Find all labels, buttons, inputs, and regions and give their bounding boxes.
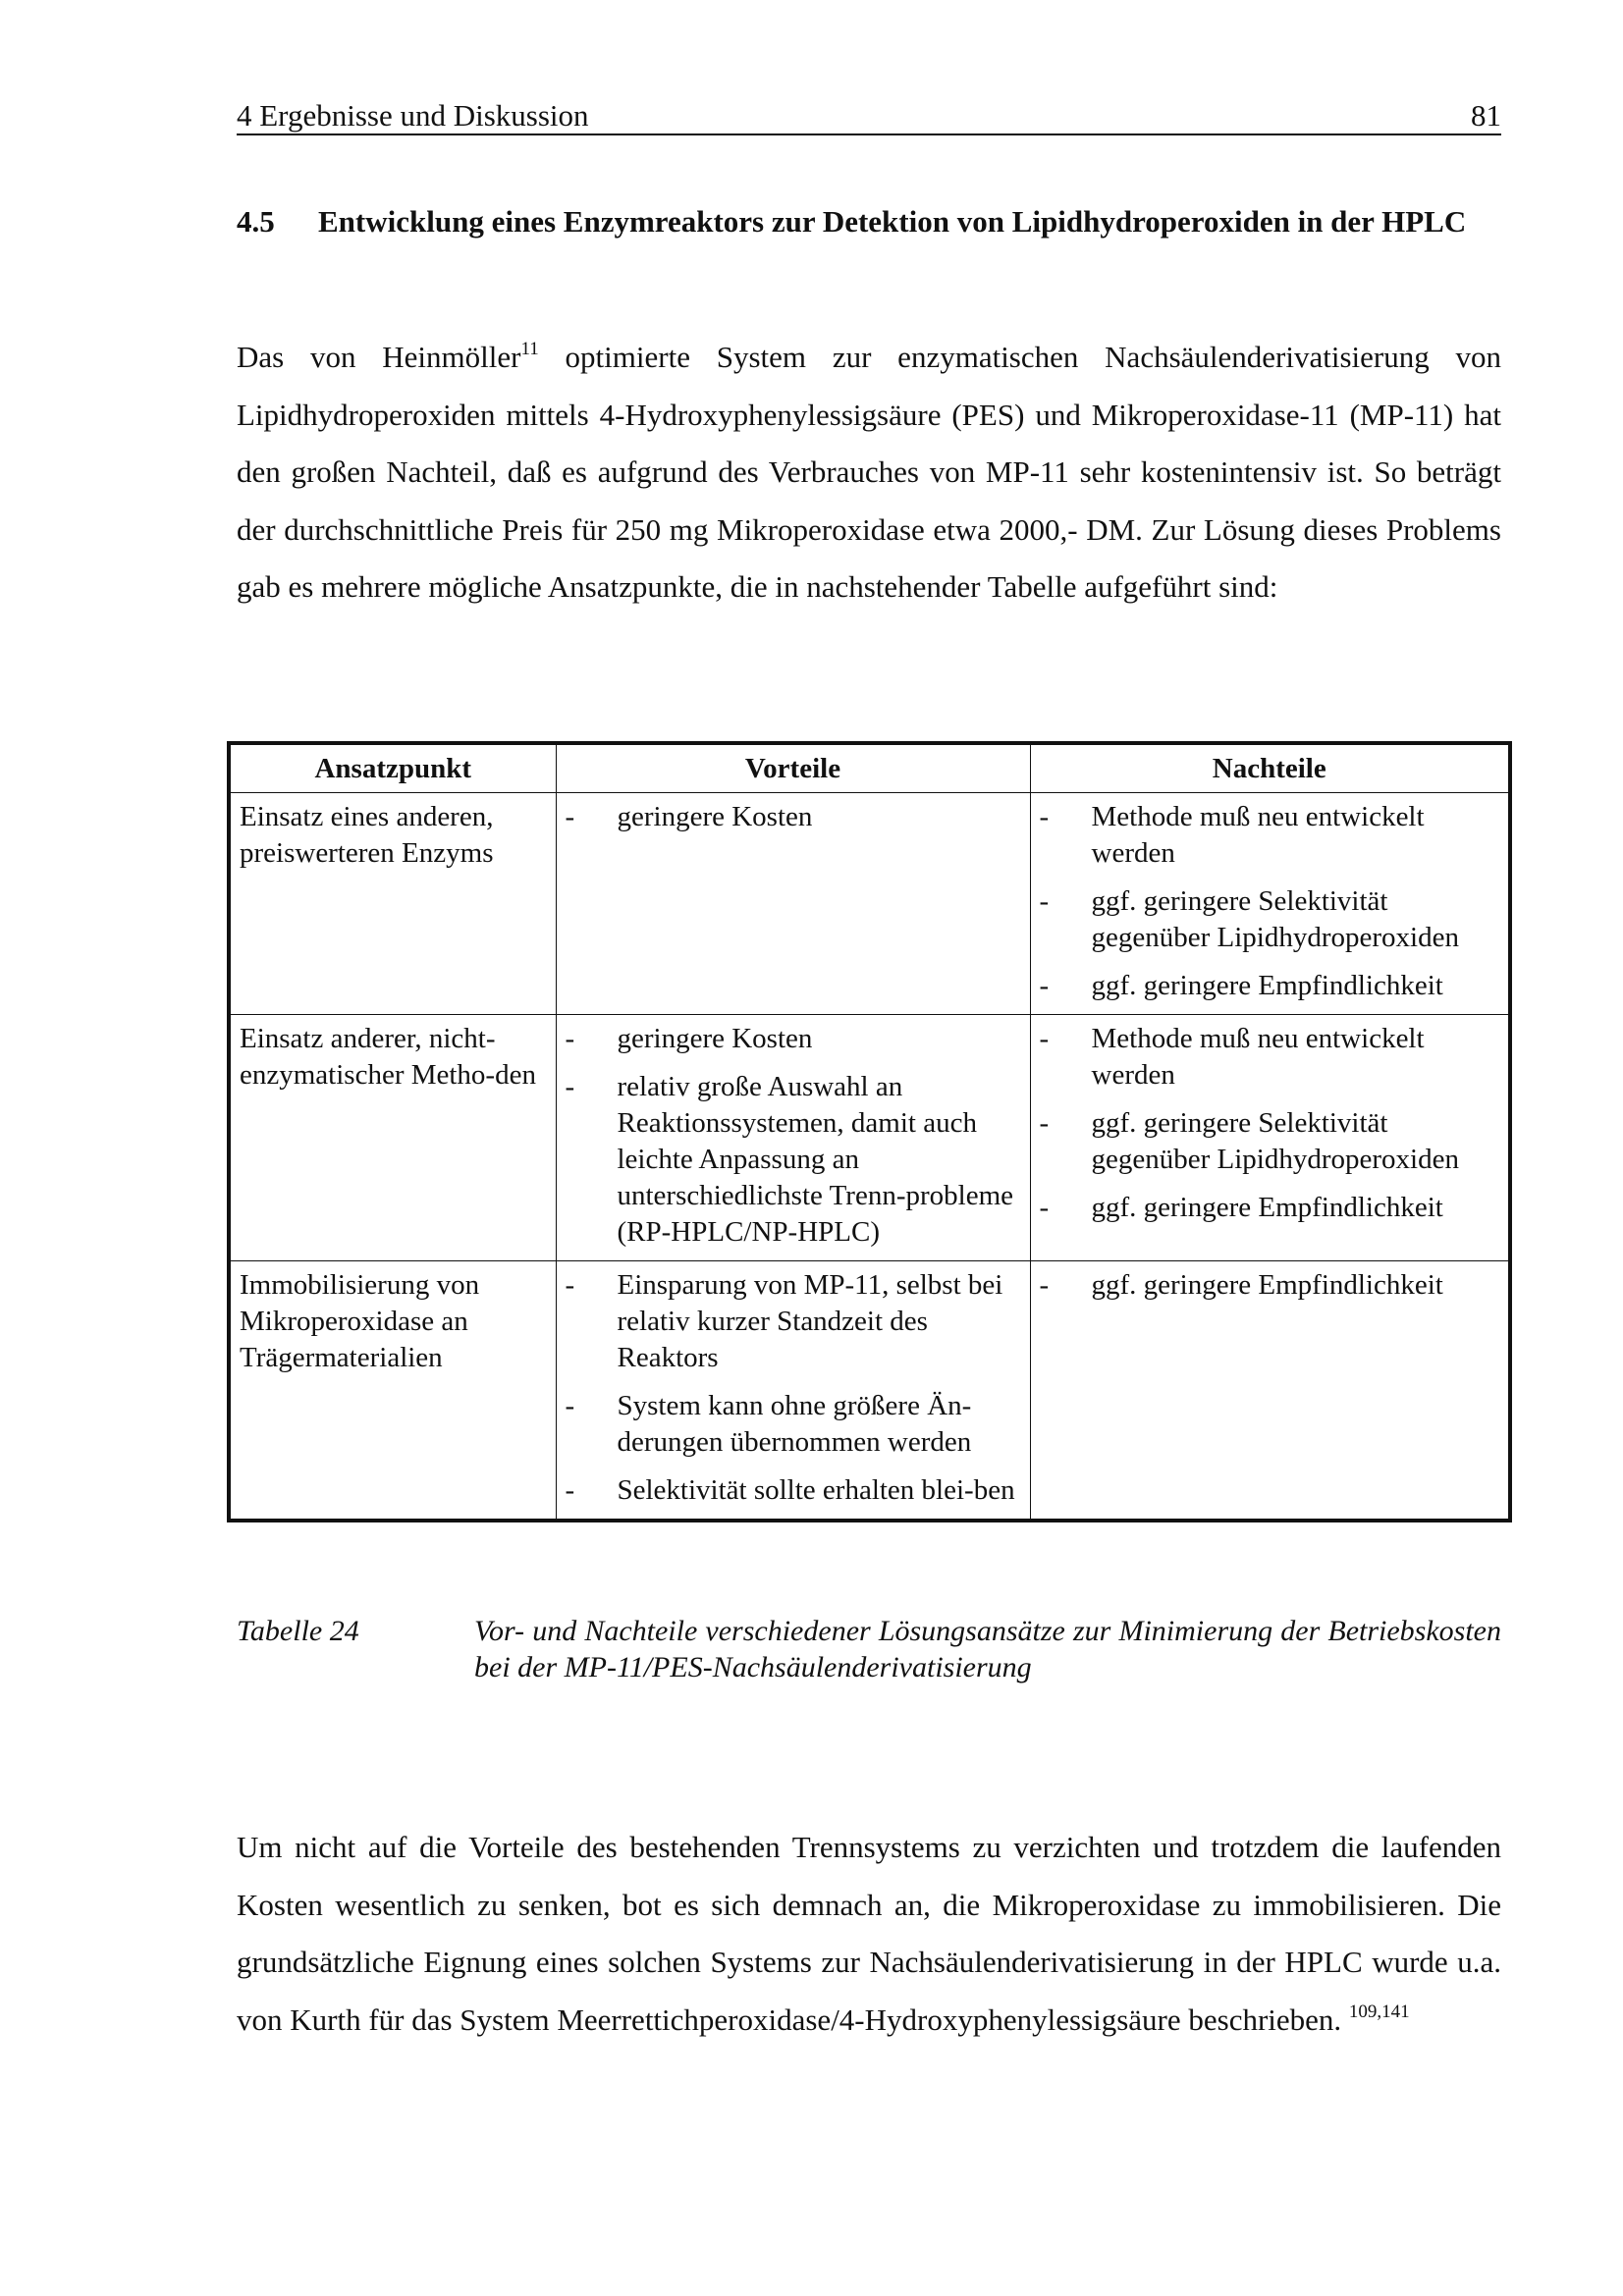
bullet-dash: -	[1039, 1192, 1050, 1223]
paragraph-text: optimierte System zur enzymatischen Nachsäulenderivatisierung von Lipidhydroperoxiden mittels 4-Hydroxyphenylessigsäure (PES) und Mikroperoxidase-11 (MP-11) hat den großen Nachteil, daß es aufgrund des Verbrauches von MP-11 sehr kostenintensiv ist. So beträgt der durchschnittliche Preis für 250 mg Mikroperoxidase etwa 2000,- DM. Zur Lösung dieses Problems gab es mehrere mögliche Ansatzpunkte, die in nachstehender Tabelle aufgeführt sind:	[237, 340, 1501, 604]
bullet-dash: -	[565, 801, 575, 832]
column-header-ansatzpunkt: Ansatzpunkt	[231, 745, 556, 793]
paragraph-text: Das von Heinmöller	[237, 340, 521, 374]
list-item: - relativ große Auswahl an Reaktionssystemen, damit auch leichte Anpassung an unterschiedlichste Trenn-probleme (RP-HPLC/NP-HPLC)	[566, 1069, 1026, 1251]
table-row	[231, 793, 1508, 1015]
bullet-dash: -	[1039, 885, 1050, 917]
list-item: - geringere Kosten	[566, 1021, 1026, 1057]
list-item: - System kann ohne größere Än-derungen übernommen werden	[566, 1388, 1026, 1461]
column-header-nachteile: Nachteile	[1030, 745, 1508, 793]
citation-reference: 109,141	[1348, 2001, 1410, 2022]
list-item: - ggf. geringere Selektivität gegenüber Lipidhydroperoxiden	[1040, 883, 1505, 956]
comparison-table	[227, 741, 1512, 1522]
bullet-dash: -	[1039, 1269, 1050, 1301]
nachteile-cell	[1030, 793, 1508, 1015]
list-item: - Selektivität sollte erhalten blei-ben	[566, 1472, 1026, 1509]
list-item: - ggf. geringere Empfindlichkeit	[1040, 1190, 1505, 1226]
table-row	[231, 1261, 1508, 1520]
vorteile-cell	[556, 1015, 1030, 1261]
bullet-dash: -	[1039, 801, 1050, 832]
intro-paragraph	[237, 329, 1501, 616]
bullet-dash: -	[1039, 970, 1050, 1001]
bullet-dash: -	[565, 1269, 575, 1301]
section-number: 4.5	[237, 204, 275, 239]
list-item: - geringere Kosten	[566, 799, 1026, 835]
paragraph-text: Um nicht auf die Vorteile des bestehenden Trennsystems zu verzichten und trotzdem die laufenden Kosten wesentlich zu senken, bot es sich demnach an, die Mikroperoxidase zu immobilisieren. Die grundsätzliche Eignung eines solchen Systems zur Nachsäulenderivatisierung in der HPLC wurde u.a. von Kurth für das System Meerrettichperoxidase/4-Hydroxyphenylessigsäure beschrieben.	[237, 1830, 1501, 2037]
conclusion-paragraph	[237, 1819, 1501, 2049]
list-item: - ggf. geringere Empfindlichkeit	[1040, 968, 1505, 1004]
page-number: 81	[1471, 98, 1501, 133]
caption-label: Tabelle 24	[237, 1615, 359, 1647]
ansatzpunkt-cell: Immobilisierung von Mikroperoxidase an Trägermaterialien	[231, 1261, 556, 1520]
ansatzpunkt-cell: Einsatz anderer, nicht-enzymatischer Metho-den	[231, 1015, 556, 1261]
list-item: - ggf. geringere Selektivität gegenüber Lipidhydroperoxiden	[1040, 1105, 1505, 1178]
section-title: Entwicklung eines Enzymreaktors zur Detektion von Lipidhydroperoxiden in der HPLC	[318, 204, 1467, 239]
table-row	[231, 1015, 1508, 1261]
ansatzpunkt-cell: Einsatz eines anderen, preiswerteren Enzyms	[231, 793, 556, 1015]
bullet-dash: -	[1039, 1107, 1050, 1139]
nachteile-cell	[1030, 1261, 1508, 1520]
nachteile-cell	[1030, 1015, 1508, 1261]
bullet-dash: -	[565, 1390, 575, 1421]
vorteile-cell	[556, 793, 1030, 1015]
bullet-dash: -	[1039, 1023, 1050, 1054]
bullet-dash: -	[565, 1474, 575, 1506]
vorteile-cell	[556, 1261, 1030, 1520]
column-header-vorteile: Vorteile	[556, 745, 1030, 793]
table-header-row	[231, 745, 1508, 793]
caption-text: Vor- und Nachteile verschiedener Lösungsansätze zur Minimierung der Betriebskosten bei der MP-11/PES-Nachsäulenderivatisierung	[474, 1615, 1501, 1683]
running-header	[237, 98, 1501, 135]
section-heading	[237, 201, 1501, 242]
table-caption	[237, 1613, 1501, 1685]
list-item: - Methode muß neu entwickelt werden	[1040, 799, 1505, 872]
list-item: - Einsparung von MP-11, selbst bei relativ kurzer Standzeit des Reaktors	[566, 1267, 1026, 1376]
list-item: - ggf. geringere Empfindlichkeit	[1040, 1267, 1505, 1304]
list-item: - Methode muß neu entwickelt werden	[1040, 1021, 1505, 1094]
citation-reference: 11	[520, 339, 539, 359]
bullet-dash: -	[565, 1071, 575, 1102]
bullet-dash: -	[565, 1023, 575, 1054]
chapter-title: 4 Ergebnisse und Diskussion	[237, 98, 589, 133]
